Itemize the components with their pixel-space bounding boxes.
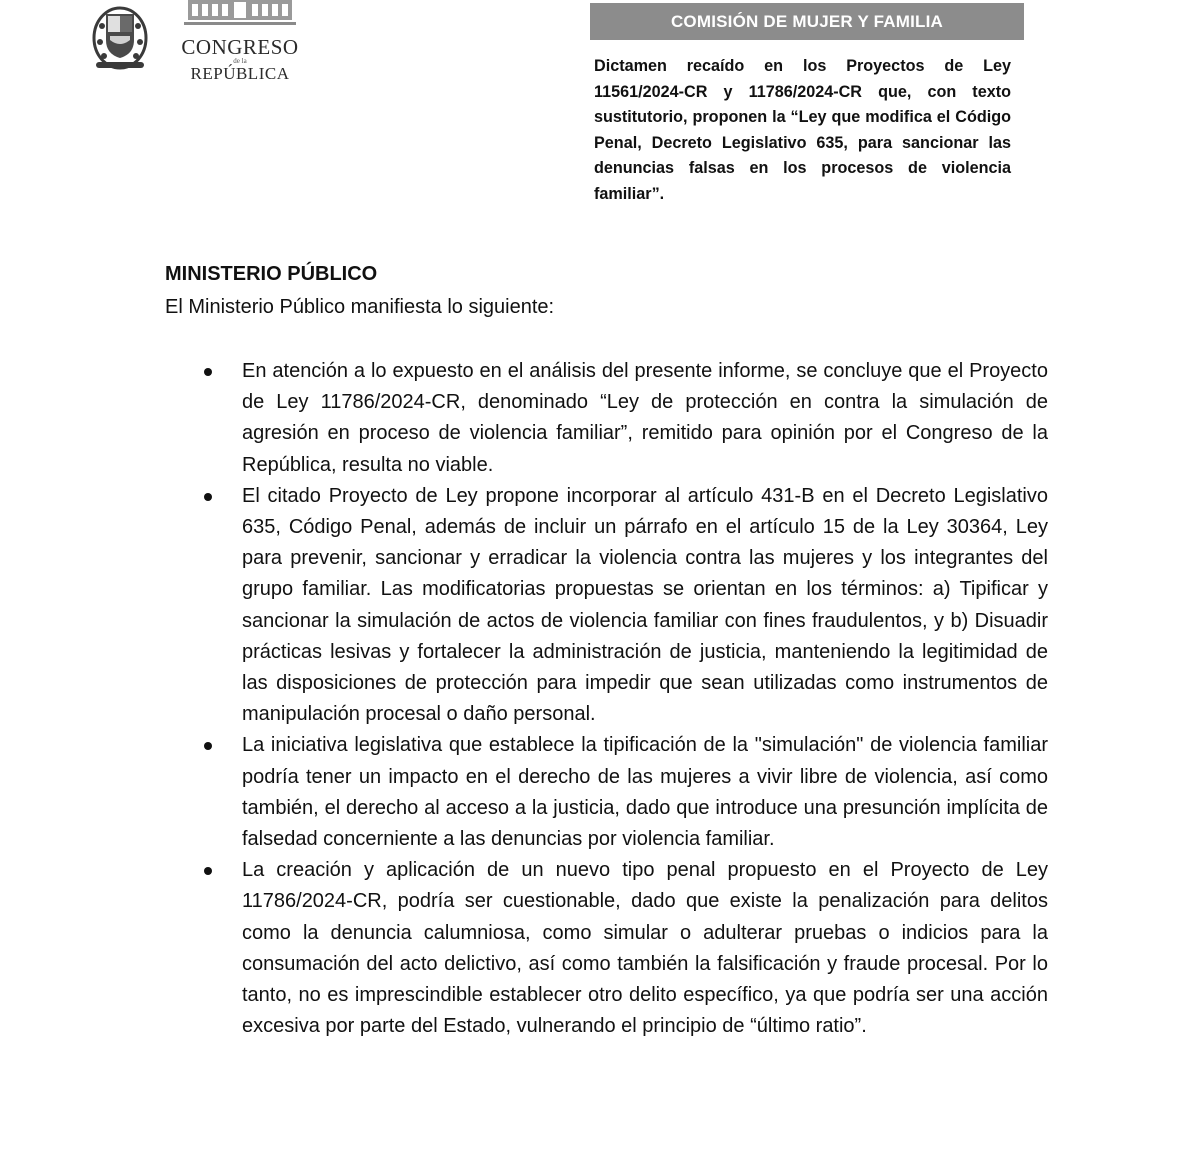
building-icon xyxy=(184,0,296,25)
section-title: MINISTERIO PÚBLICO xyxy=(165,263,378,285)
section-intro: El Ministerio Público manifiesta lo siguiente: xyxy=(165,296,555,318)
list-item-text: La creación y aplicación de un nuevo tipo penal propuesto en el Proyecto de Ley 11786/2024-CR, podría ser cuestionable, dado que existe la penalización para delitos como la denuncia calumniosa, como simular o adulterar pruebas o indicios para la consumación del acto delictivo, así como también la falsificación y fraude procesal. Por lo tanto, no es imprescindible establecer otro delito específico, ya que podría ser una acción excesiva por parte del Estado, vulnerando el principio de “último ratio”. xyxy=(242,859,1048,1038)
commission-header: COMISIÓN DE MUJER Y FAMILIA xyxy=(590,3,1024,40)
list-item xyxy=(242,730,1048,855)
congress-logo-text xyxy=(180,36,300,83)
list-item-text: La iniciativa legislativa que establece la tipificación de la "simulación" de violencia familiar podría tener un impacto en el derecho de las mujeres a vivir libre de violencia, así como también, el derecho al acceso a la justicia, dado que introduce una presunción implícita de falsedad concerniente a las denuncias por violencia familiar. xyxy=(242,734,1048,851)
list-item-text: El citado Proyecto de Ley propone incorporar al artículo 431-B en el Decreto Legislativo 635, Código Penal, además de incluir un párrafo en el artículo 15 de la Ley 30364, Ley para prevenir, sancionar y erradicar la violencia contra las mujeres y los integrantes del grupo familiar. Las modificatorias propuestas se orientan en los términos: a) Tipificar y sancionar la simulación de actos de violencia familiar con fines fraudulentos, y b) Disuadir prácticas lesivas y fortalecer la administración de justicia, manteniendo la legitimidad de las disposiciones de protección para impedir que sean utilizadas como instrumentos de manipulación procesal o daño personal. xyxy=(242,484,1048,726)
bullet-icon xyxy=(204,368,212,376)
list-item-text: En atención a lo expuesto en el análisis del presente informe, se concluye que el Proyecto de Ley 11786/2024-CR, denominado “Ley de protección en contra la simulación de agresión en proceso de violencia familiar”, remitido para opinión por el Congreso de la República, resulta no viable. xyxy=(242,360,1048,476)
bullet-list xyxy=(242,356,1048,1042)
list-item xyxy=(242,356,1048,481)
bullet-icon xyxy=(204,867,212,875)
logo-line-1: CONGRESO xyxy=(181,35,299,59)
bullet-icon xyxy=(204,742,212,750)
dictamen-summary: Dictamen recaído en los Proyectos de Ley 11561/2024-CR y 11786/2024-CR que, con texto sustitutorio, proponen la “Ley que modifica el Código Penal, Decreto Legislativo 635, para sancionar las denuncias falsas en los procesos de violencia familiar”. xyxy=(594,57,1011,203)
list-item xyxy=(242,481,1048,731)
bullet-icon xyxy=(204,493,212,501)
logo-line-2: de la xyxy=(233,57,247,65)
logo-line-3: REPÚBLICA xyxy=(190,64,290,83)
list-item xyxy=(242,855,1048,1042)
